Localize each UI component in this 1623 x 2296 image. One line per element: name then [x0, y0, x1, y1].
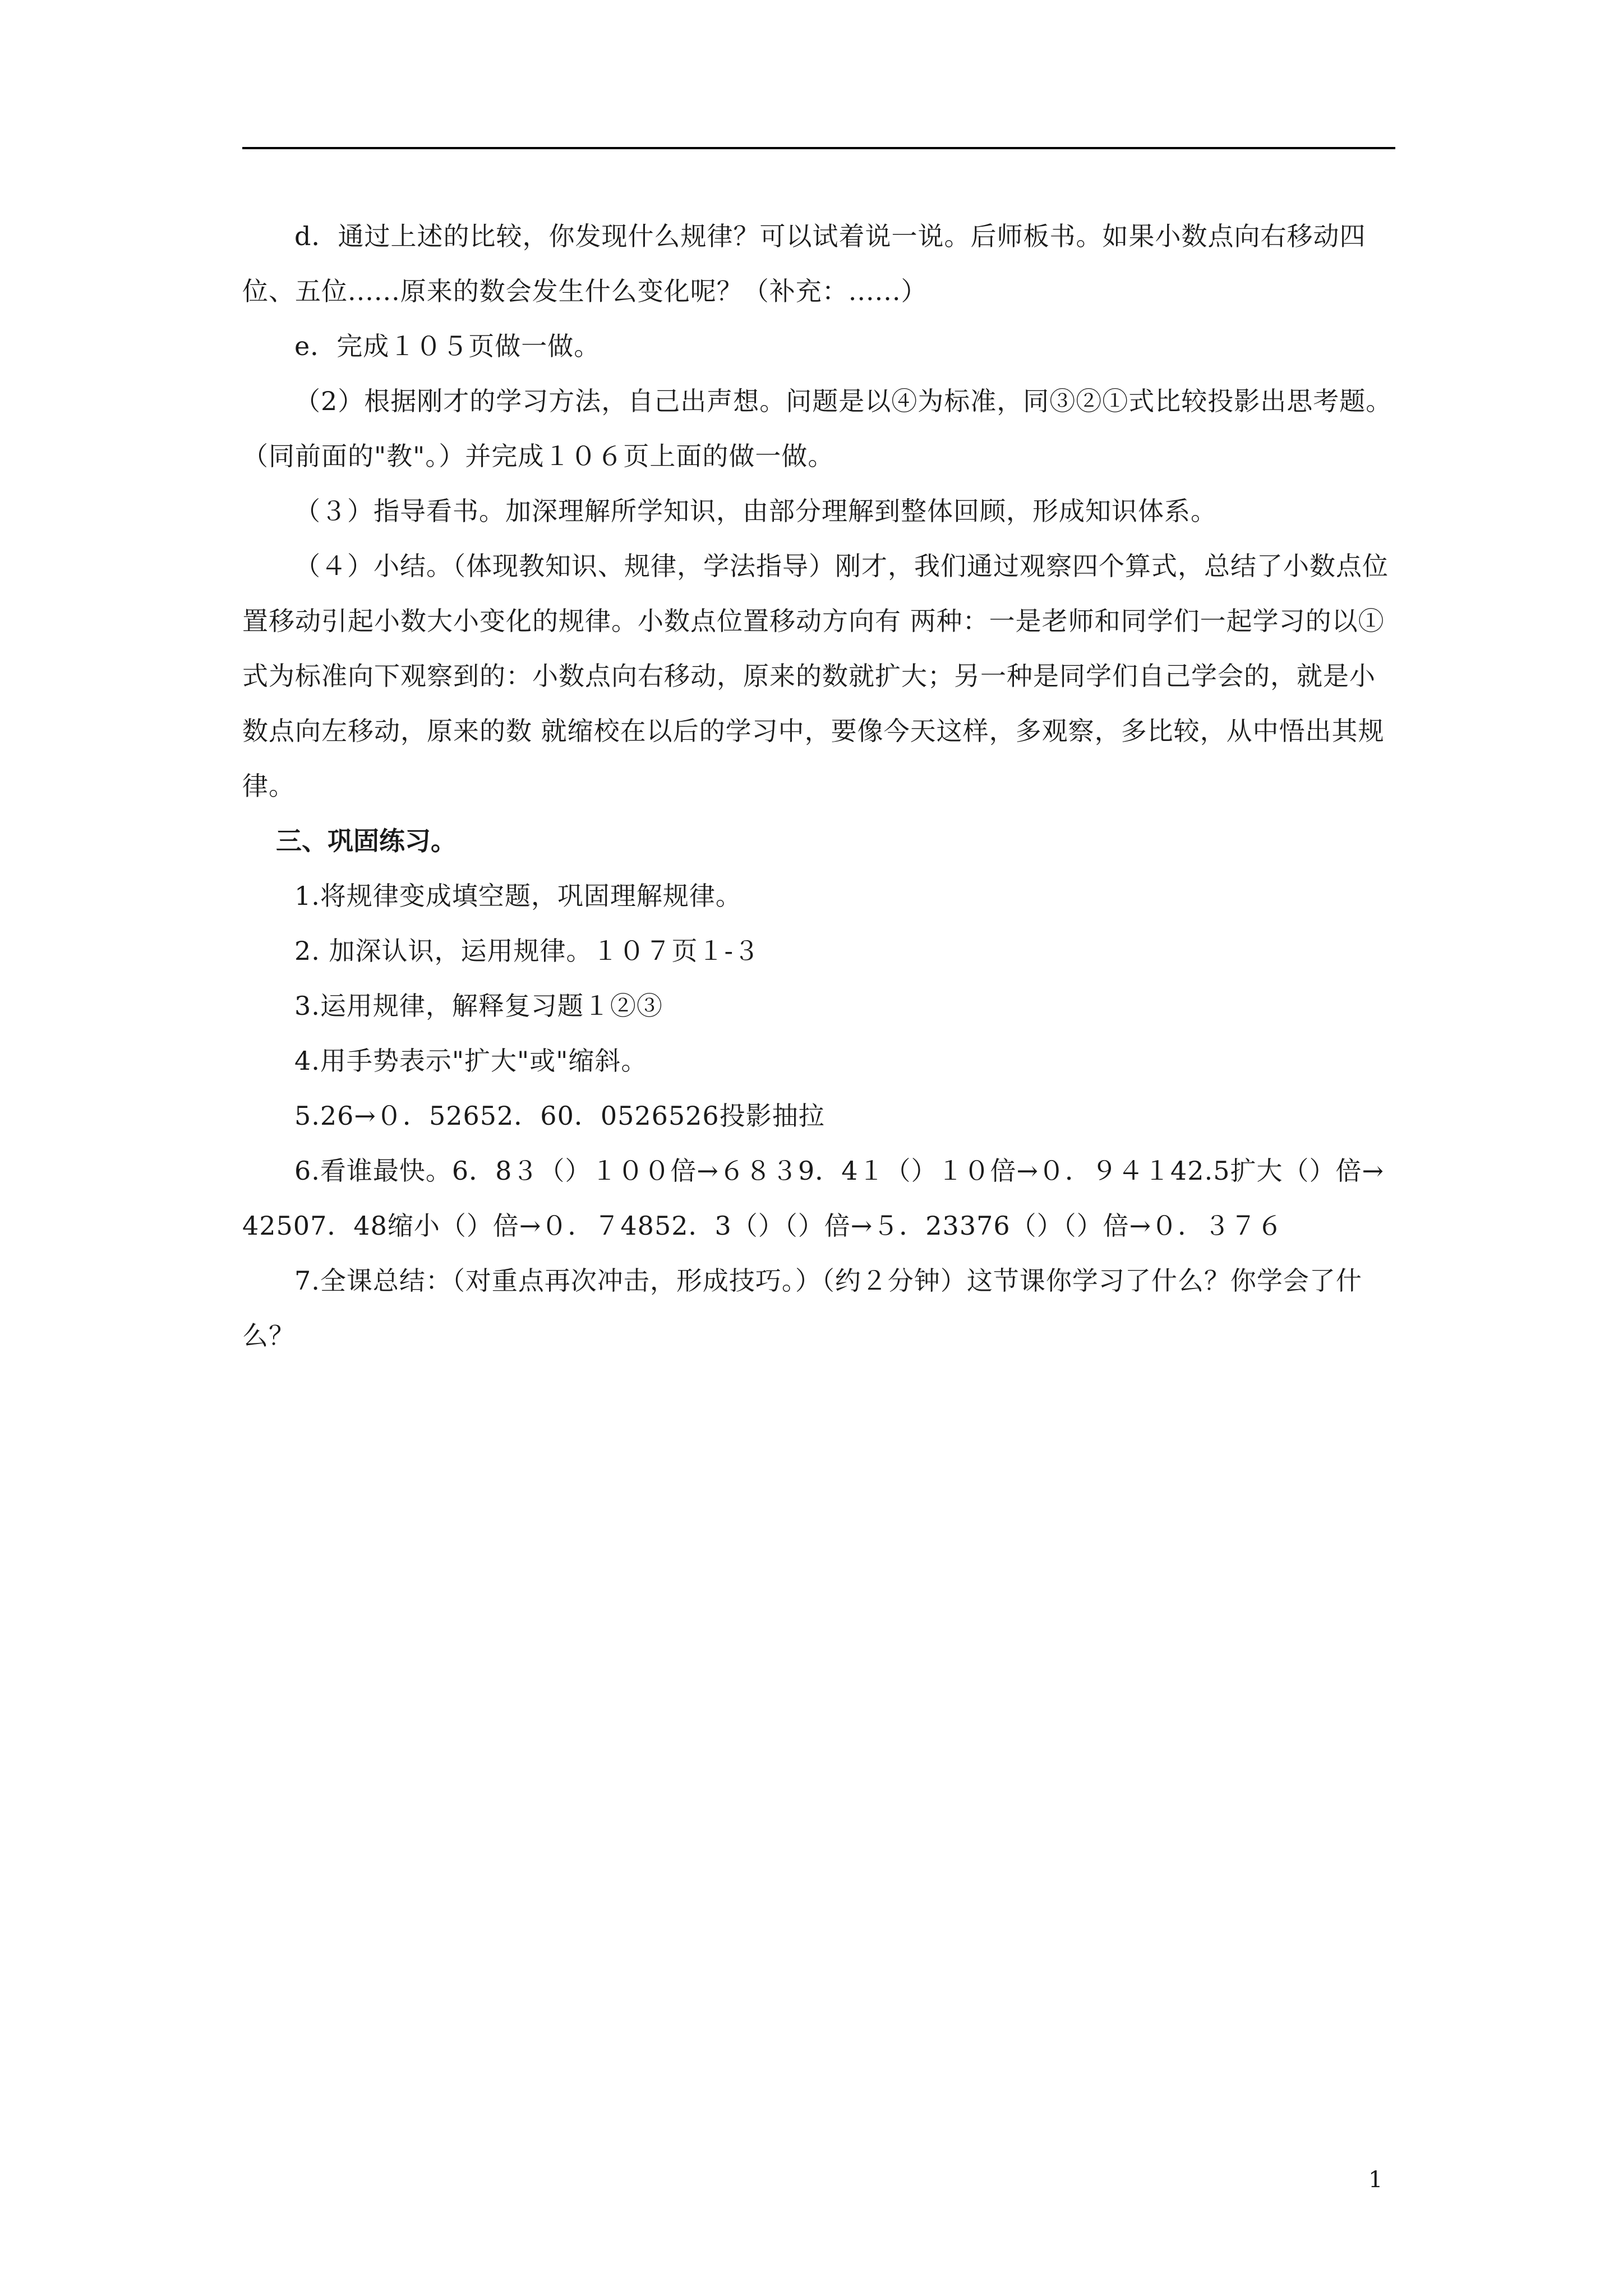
- exercise-item-4: 4.用手势表示"扩大"或"缩斜。: [294, 1046, 648, 1076]
- exercise-item-7: 7.全课总结：（对重点再次冲击，形成技巧。）（约２分钟）这节课你学习了什么？你学会了什么？: [242, 1266, 1362, 1351]
- exercise-item-6: 6.看谁最快。6．8３（）１００倍→６８３9．4１（）１０倍→０．９４１42.5扩大（）倍→42507．48缩小（）倍→０．７4852．3（）（）倍→５．23376（）（）倍→０．３７６: [242, 1156, 1385, 1241]
- paragraph-2: （2）根据刚才的学习方法，自己出声想。问题是以④为标准，同③②①式比较投影出思考题。（同前面的"教"。）并完成１０６页上面的做一做。: [242, 386, 1393, 471]
- paragraph-d: d．通过上述的比较，你发现什么规律？可以试着说一说。后师板书。如果小数点向右移动四位、五位......原来的数会发生什么变化呢？（补充：......）: [242, 221, 1366, 306]
- exercise-item-1: 1.将规律变成填空题，巩固理解规律。: [294, 881, 742, 911]
- section-heading: 三、巩固练习。: [276, 826, 457, 856]
- paragraph-e: e．完成１０５页做一做。: [294, 331, 601, 361]
- exercise-item-5: 5.26→０．52652．60．0526526投影抽拉: [294, 1101, 825, 1131]
- page-number: 1: [1368, 2167, 1383, 2193]
- header-rule: [242, 147, 1395, 149]
- paragraph-3: （３）指导看书。加深理解所学知识，由部分理解到整体回顾，形成知识体系。: [294, 496, 1217, 526]
- exercise-item-2: 2. 加深认识，运用规律。１０７页１-３: [294, 936, 760, 966]
- paragraph-4-summary: （４）小结。（体现教知识、规律，学法指导）刚才，我们通过观察四个算式，总结了小数点位置移动引起小数大小变化的规律。小数点位置移动方向有 两种：一是老师和同学们一起学习的以①式为标准向下观察到的：小数点向右移动，原来的数就扩大；另一种是同学们自己学会的，就是小数点向左移动，原来的数 就缩校在以后的学习中，要像今天这样，多观察，多比较，从中悟出其规律。: [242, 551, 1389, 801]
- exercise-item-3: 3.运用规律，解释复习题１②③: [294, 991, 663, 1021]
- document-body: [242, 209, 1395, 1363]
